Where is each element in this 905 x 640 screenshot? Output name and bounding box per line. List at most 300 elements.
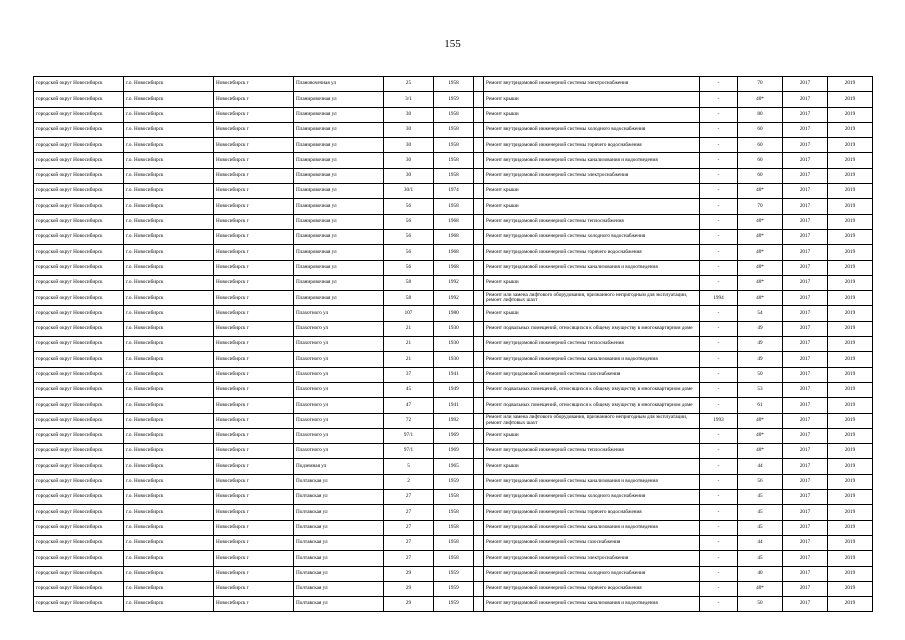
cell-cost: 50 [738,367,783,382]
cell-district: г.о. Новосибирск [124,184,214,199]
cell-cost: 40* [738,428,783,443]
cell-house-number: 30/1 [384,184,434,199]
cell-cost: 45 [738,490,783,505]
cell-district: г.о. Новосибирск [124,275,214,290]
cell-work-type: Ремонт внутридомовой инженерной системы электроснабжения [484,168,700,183]
cell-street: Планировочная ул [294,138,384,153]
cell-lift-year: - [700,398,738,413]
cell-plan-end: 2019 [828,199,873,214]
cell-municipality: городской округ Новосибирск [34,535,124,550]
cell-district: г.о. Новосибирск [124,260,214,275]
cell-plan-end: 2019 [828,245,873,260]
cell-spacer [474,413,484,428]
cell-city: Новосибирск г [214,490,294,505]
cell-plan-end: 2019 [828,153,873,168]
cell-work-type: Ремонт внутридомовой инженерной системы холодного водоснабжения [484,122,700,137]
cell-district: г.о. Новосибирск [124,138,214,153]
cell-plan-end: 2019 [828,352,873,367]
cell-lift-year: - [700,428,738,443]
cell-plan-end: 2019 [828,229,873,244]
cell-year-built: 1992 [434,413,474,428]
cell-municipality: городской округ Новосибирск [34,184,124,199]
cell-year-built: 1969 [434,428,474,443]
cell-spacer [474,551,484,566]
cell-house-number: 27 [384,551,434,566]
cell-plan-start: 2017 [783,92,828,107]
cell-street: Полтавская ул [294,597,384,612]
cell-spacer [474,490,484,505]
cell-street: Плановочечная ул [294,77,384,92]
cell-street: Полтавская ул [294,551,384,566]
cell-municipality: городской округ Новосибирск [34,474,124,489]
cell-street: Плахотного ул [294,444,384,459]
cell-district: г.о. Новосибирск [124,367,214,382]
cell-district: г.о. Новосибирск [124,535,214,550]
cell-plan-end: 2019 [828,551,873,566]
cell-city: Новосибирск г [214,566,294,581]
cell-work-type: Ремонт крыши [484,306,700,321]
cell-plan-end: 2019 [828,337,873,352]
cell-year-built: 1959 [434,474,474,489]
cell-street: Планировочная ул [294,168,384,183]
cell-plan-start: 2017 [783,535,828,550]
cell-lift-year: - [700,581,738,596]
cell-house-number: 97/1 [384,444,434,459]
cell-work-type: Ремонт крыши [484,107,700,122]
cell-year-built: 1941 [434,367,474,382]
cell-spacer [474,92,484,107]
cell-spacer [474,520,484,535]
table-row [34,535,873,550]
cell-spacer [474,505,484,520]
cell-spacer [474,168,484,183]
cell-cost: 56 [738,474,783,489]
cell-lift-year: - [700,260,738,275]
table-row [34,321,873,336]
cell-city: Новосибирск г [214,214,294,229]
cell-municipality: городской округ Новосибирск [34,77,124,92]
cell-spacer [474,306,484,321]
cell-house-number: 29 [384,597,434,612]
cell-plan-start: 2017 [783,260,828,275]
cell-work-type: Ремонт или замена лифтового оборудования, признанного непригодным для эксплуатации, ремонт лифтовых шахт [484,291,700,306]
cell-plan-start: 2017 [783,337,828,352]
cell-plan-end: 2019 [828,291,873,306]
cell-plan-start: 2017 [783,428,828,443]
cell-spacer [474,535,484,550]
cell-street: Плахотного ул [294,398,384,413]
cell-street: Планировочная ул [294,184,384,199]
cell-year-built: 1992 [434,291,474,306]
table-row [34,428,873,443]
cell-municipality: городской округ Новосибирск [34,245,124,260]
cell-year-built: 1958 [434,107,474,122]
cell-house-number: 56 [384,229,434,244]
cell-spacer [474,107,484,122]
cell-plan-start: 2017 [783,122,828,137]
cell-city: Новосибирск г [214,597,294,612]
cell-city: Новосибирск г [214,367,294,382]
cell-plan-start: 2017 [783,352,828,367]
cell-spacer [474,474,484,489]
cell-year-built: 1958 [434,520,474,535]
cell-district: г.о. Новосибирск [124,597,214,612]
cell-city: Новосибирск г [214,444,294,459]
cell-plan-start: 2017 [783,77,828,92]
cell-plan-start: 2017 [783,291,828,306]
cell-lift-year: - [700,199,738,214]
cell-lift-year: - [700,490,738,505]
table-row [34,92,873,107]
cell-plan-start: 2017 [783,398,828,413]
cell-lift-year: - [700,566,738,581]
cell-district: г.о. Новосибирск [124,551,214,566]
cell-cost: 40* [738,214,783,229]
cell-district: г.о. Новосибирск [124,199,214,214]
cell-year-built: 1958 [434,122,474,137]
cell-city: Новосибирск г [214,229,294,244]
cell-year-built: 1992 [434,275,474,290]
cell-house-number: 29 [384,581,434,596]
cell-cost: 60 [738,153,783,168]
cell-year-built: 1969 [434,444,474,459]
cell-street: Планировочная ул [294,291,384,306]
cell-plan-start: 2017 [783,153,828,168]
cell-plan-end: 2019 [828,566,873,581]
cell-city: Новосибирск г [214,291,294,306]
table-row [34,382,873,397]
cell-year-built: 1965 [434,459,474,474]
cell-spacer [474,459,484,474]
cell-house-number: 58 [384,275,434,290]
cell-city: Новосибирск г [214,581,294,596]
table-row [34,77,873,92]
table-row [34,199,873,214]
cell-plan-end: 2019 [828,398,873,413]
cell-street: Плахотного ул [294,306,384,321]
cell-work-type: Ремонт внутридомовой инженерной системы горячего водоснабжения [484,245,700,260]
cell-cost: 60 [738,122,783,137]
cell-plan-end: 2019 [828,367,873,382]
cell-house-number: 58 [384,291,434,306]
cell-work-type: Ремонт крыши [484,199,700,214]
cell-cost: 61 [738,398,783,413]
cell-work-type: Ремонт внутридомовой инженерной системы газоснабжения [484,367,700,382]
cell-district: г.о. Новосибирск [124,122,214,137]
cell-plan-end: 2019 [828,597,873,612]
cell-street: Плахотного ул [294,428,384,443]
cell-municipality: городской округ Новосибирск [34,459,124,474]
cell-cost: 80 [738,107,783,122]
cell-street: Полтавская ул [294,474,384,489]
cell-year-built: 1958 [434,153,474,168]
cell-municipality: городской округ Новосибирск [34,168,124,183]
cell-spacer [474,275,484,290]
cell-city: Новосибирск г [214,122,294,137]
cell-cost: 50 [738,597,783,612]
cell-street: Полтавская ул [294,520,384,535]
cell-street: Плахотного ул [294,321,384,336]
cell-lift-year: - [700,474,738,489]
cell-house-number: 3/1 [384,92,434,107]
table-row [34,168,873,183]
cell-street: Планировочная ул [294,122,384,137]
cell-city: Новосибирск г [214,260,294,275]
cell-spacer [474,291,484,306]
cell-district: г.о. Новосибирск [124,321,214,336]
cell-plan-end: 2019 [828,505,873,520]
cell-work-type: Ремонт крыши [484,275,700,290]
cell-street: Полтавская ул [294,581,384,596]
cell-city: Новосибирск г [214,535,294,550]
cell-year-built: 1958 [434,168,474,183]
cell-house-number: 72 [384,413,434,428]
cell-plan-end: 2019 [828,214,873,229]
cell-house-number: 97/1 [384,428,434,443]
cell-work-type: Ремонт подвальных помещений, относящихся к общему имуществу в многоквартирном доме [484,398,700,413]
cell-city: Новосибирск г [214,245,294,260]
cell-municipality: городской округ Новосибирск [34,352,124,367]
cell-spacer [474,352,484,367]
cell-plan-end: 2019 [828,122,873,137]
cell-lift-year: - [700,382,738,397]
cell-house-number: 27 [384,535,434,550]
table-row [34,490,873,505]
cell-street: Планировочная ул [294,245,384,260]
cell-municipality: городской округ Новосибирск [34,229,124,244]
cell-street: Планировочная ул [294,199,384,214]
cell-cost: 40* [738,291,783,306]
cell-work-type: Ремонт внутридомовой инженерной системы электроснабжения [484,77,700,92]
page-number: 155 [444,38,461,50]
cell-district: г.о. Новосибирск [124,229,214,244]
cell-municipality: городской округ Новосибирск [34,337,124,352]
cell-lift-year: - [700,505,738,520]
cell-district: г.о. Новосибирск [124,92,214,107]
cell-municipality: городской округ Новосибирск [34,597,124,612]
table-row [34,581,873,596]
cell-plan-end: 2019 [828,77,873,92]
cell-municipality: городской округ Новосибирск [34,138,124,153]
cell-house-number: 27 [384,520,434,535]
cell-plan-end: 2019 [828,474,873,489]
repair-registry-table [33,76,873,612]
table-row [34,275,873,290]
cell-district: г.о. Новосибирск [124,245,214,260]
cell-work-type: Ремонт подвальных помещений, относящихся к общему имуществу в многоквартирном доме [484,382,700,397]
cell-plan-end: 2019 [828,444,873,459]
cell-municipality: городской округ Новосибирск [34,581,124,596]
cell-municipality: городской округ Новосибирск [34,275,124,290]
cell-year-built: 1968 [434,214,474,229]
cell-city: Новосибирск г [214,77,294,92]
cell-district: г.о. Новосибирск [124,168,214,183]
cell-plan-start: 2017 [783,413,828,428]
cell-lift-year: - [700,597,738,612]
table-row [34,597,873,612]
cell-plan-end: 2019 [828,428,873,443]
cell-plan-start: 2017 [783,229,828,244]
cell-street: Подземная ул [294,459,384,474]
cell-cost: 45 [738,505,783,520]
cell-year-built: 1941 [434,398,474,413]
cell-cost: 40* [738,229,783,244]
table-row [34,291,873,306]
table-row [34,107,873,122]
cell-house-number: 37 [384,367,434,382]
cell-plan-end: 2019 [828,581,873,596]
cell-city: Новосибирск г [214,168,294,183]
cell-spacer [474,444,484,459]
cell-year-built: 1930 [434,352,474,367]
cell-district: г.о. Новосибирск [124,382,214,397]
cell-work-type: Ремонт внутридомовой инженерной системы газоснабжения [484,535,700,550]
table-row [34,352,873,367]
cell-plan-start: 2017 [783,321,828,336]
cell-work-type: Ремонт крыши [484,459,700,474]
cell-spacer [474,184,484,199]
cell-work-type: Ремонт внутридомовой инженерной системы канализования и водоотведения [484,260,700,275]
cell-cost: 45 [738,551,783,566]
table-row [34,520,873,535]
cell-street: Планировочная ул [294,214,384,229]
cell-plan-start: 2017 [783,214,828,229]
cell-lift-year: - [700,337,738,352]
cell-spacer [474,229,484,244]
cell-lift-year: - [700,168,738,183]
cell-municipality: городской округ Новосибирск [34,306,124,321]
cell-year-built: 1958 [434,77,474,92]
cell-work-type: Ремонт крыши [484,92,700,107]
cell-municipality: городской округ Новосибирск [34,92,124,107]
cell-plan-start: 2017 [783,474,828,489]
cell-municipality: городской округ Новосибирск [34,382,124,397]
cell-city: Новосибирск г [214,459,294,474]
cell-municipality: городской округ Новосибирск [34,321,124,336]
cell-lift-year: 1993 [700,413,738,428]
cell-cost: 40* [738,413,783,428]
cell-work-type: Ремонт внутридомовой инженерной системы теплоснабжения [484,444,700,459]
cell-year-built: 1968 [434,245,474,260]
table-row [34,459,873,474]
cell-plan-start: 2017 [783,184,828,199]
cell-street: Полтавская ул [294,505,384,520]
cell-plan-end: 2019 [828,138,873,153]
cell-spacer [474,77,484,92]
cell-plan-start: 2017 [783,597,828,612]
cell-house-number: 56 [384,245,434,260]
cell-plan-end: 2019 [828,184,873,199]
cell-house-number: 30 [384,107,434,122]
cell-municipality: городской округ Новосибирск [34,398,124,413]
cell-cost: 49 [738,352,783,367]
cell-street: Планировочная ул [294,107,384,122]
cell-district: г.о. Новосибирск [124,490,214,505]
cell-street: Плахотного ул [294,367,384,382]
cell-city: Новосибирск г [214,382,294,397]
cell-cost: 40* [738,260,783,275]
cell-cost: 49 [738,337,783,352]
cell-cost: 40* [738,581,783,596]
cell-lift-year: - [700,321,738,336]
cell-plan-start: 2017 [783,459,828,474]
cell-house-number: 47 [384,398,434,413]
cell-spacer [474,428,484,443]
cell-plan-start: 2017 [783,382,828,397]
cell-district: г.о. Новосибирск [124,428,214,443]
cell-municipality: городской округ Новосибирск [34,214,124,229]
cell-spacer [474,581,484,596]
cell-city: Новосибирск г [214,153,294,168]
table-row [34,551,873,566]
cell-year-built: 1958 [434,490,474,505]
cell-spacer [474,597,484,612]
cell-cost: 40 [738,566,783,581]
cell-city: Новосибирск г [214,551,294,566]
cell-lift-year: - [700,184,738,199]
cell-lift-year: - [700,352,738,367]
cell-street: Планировочная ул [294,153,384,168]
cell-district: г.о. Новосибирск [124,566,214,581]
cell-year-built: 1959 [434,597,474,612]
cell-year-built: 1958 [434,505,474,520]
cell-cost: 60 [738,168,783,183]
cell-district: г.о. Новосибирск [124,581,214,596]
cell-plan-start: 2017 [783,245,828,260]
cell-municipality: городской округ Новосибирск [34,291,124,306]
cell-cost: 40* [738,245,783,260]
cell-year-built: 1959 [434,92,474,107]
cell-plan-start: 2017 [783,107,828,122]
cell-cost: 54 [738,306,783,321]
cell-city: Новосибирск г [214,199,294,214]
table-row [34,474,873,489]
cell-district: г.о. Новосибирск [124,505,214,520]
cell-work-type: Ремонт внутридомовой инженерной системы теплоснабжения [484,337,700,352]
cell-year-built: 1958 [434,535,474,550]
table-row [34,306,873,321]
cell-work-type: Ремонт внутридомовой инженерной системы горячего водоснабжения [484,505,700,520]
table-row [34,444,873,459]
cell-house-number: 30 [384,138,434,153]
table-row [34,413,873,428]
cell-plan-start: 2017 [783,505,828,520]
cell-city: Новосибирск г [214,184,294,199]
cell-year-built: 1949 [434,382,474,397]
cell-spacer [474,245,484,260]
cell-plan-end: 2019 [828,413,873,428]
cell-house-number: 45 [384,382,434,397]
cell-lift-year: - [700,459,738,474]
table-row [34,138,873,153]
cell-city: Новосибирск г [214,520,294,535]
cell-house-number: 5 [384,459,434,474]
cell-cost: 53 [738,382,783,397]
cell-lift-year: - [700,306,738,321]
cell-house-number: 21 [384,352,434,367]
cell-plan-end: 2019 [828,459,873,474]
cell-spacer [474,566,484,581]
cell-municipality: городской округ Новосибирск [34,413,124,428]
cell-house-number: 56 [384,214,434,229]
cell-work-type: Ремонт внутридомовой инженерной системы холодного водоснабжения [484,229,700,244]
cell-district: г.о. Новосибирск [124,444,214,459]
cell-plan-start: 2017 [783,490,828,505]
cell-district: г.о. Новосибирск [124,474,214,489]
cell-house-number: 56 [384,199,434,214]
table-row [34,566,873,581]
cell-street: Планировочная ул [294,275,384,290]
